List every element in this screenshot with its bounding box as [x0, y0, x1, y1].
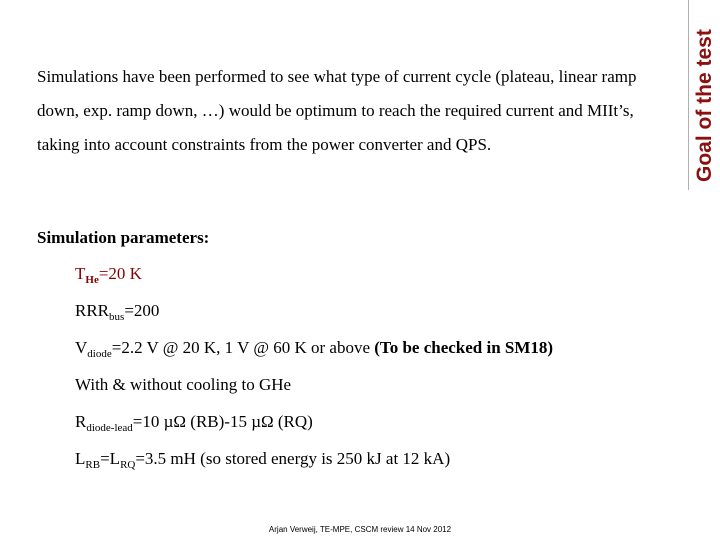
param-l-base: L: [75, 449, 86, 468]
param-rdiode-sub: diode-lead: [86, 422, 133, 434]
param-l-mid: =L: [100, 449, 121, 468]
param-rrr-base: RRR: [75, 301, 110, 320]
param-vdiode-sub: diode: [87, 348, 112, 360]
footer-credit: Arjan Verweij, TE-MPE, CSCM review 14 Nov 2012: [268, 525, 452, 534]
parameters-heading: Simulation parameters:: [37, 228, 210, 247]
param-rrr-sub: bus: [109, 311, 125, 323]
param-cooling: With & without cooling to GHe: [75, 375, 292, 394]
param-rrr-value: =200: [124, 301, 160, 320]
param-l-sub-rq: RQ: [120, 459, 136, 471]
param-vdiode-base: V: [75, 338, 88, 357]
param-l-value: =3.5 mH (so stored energy is 250 kJ at 12 kA): [135, 449, 451, 468]
side-title: Goal of the test: [693, 29, 716, 182]
param-vdiode-value: =2.2 V @ 20 K, 1 V @ 60 K or above: [111, 338, 375, 357]
param-the-value: =20 K: [98, 264, 142, 283]
param-inductance: [75, 449, 675, 486]
side-title-panel: [688, 0, 720, 190]
param-diode-lead-resistance: [75, 412, 675, 449]
param-rrr: [75, 301, 675, 338]
param-l-sub-rb: RB: [85, 459, 101, 471]
param-diode-voltage: [75, 338, 675, 375]
parameter-list: [75, 264, 675, 486]
param-the-base: T: [75, 264, 86, 283]
intro-paragraph: Simulations have been performed to see what type of current cycle (plateau, linear ramp down, exp. ramp down, …) would be optimum to reach the required current and MIIt’s, taking into account constraints from the power converter and QPS.: [37, 67, 637, 154]
param-helium-temperature: [75, 264, 675, 301]
param-rdiode-base: R: [75, 412, 87, 431]
param-rdiode-value: =10 µΩ (RB)-15 µΩ (RQ): [132, 412, 313, 431]
param-the-sub: He: [85, 274, 99, 286]
param-vdiode-note: (To be checked in SM18): [374, 338, 554, 357]
